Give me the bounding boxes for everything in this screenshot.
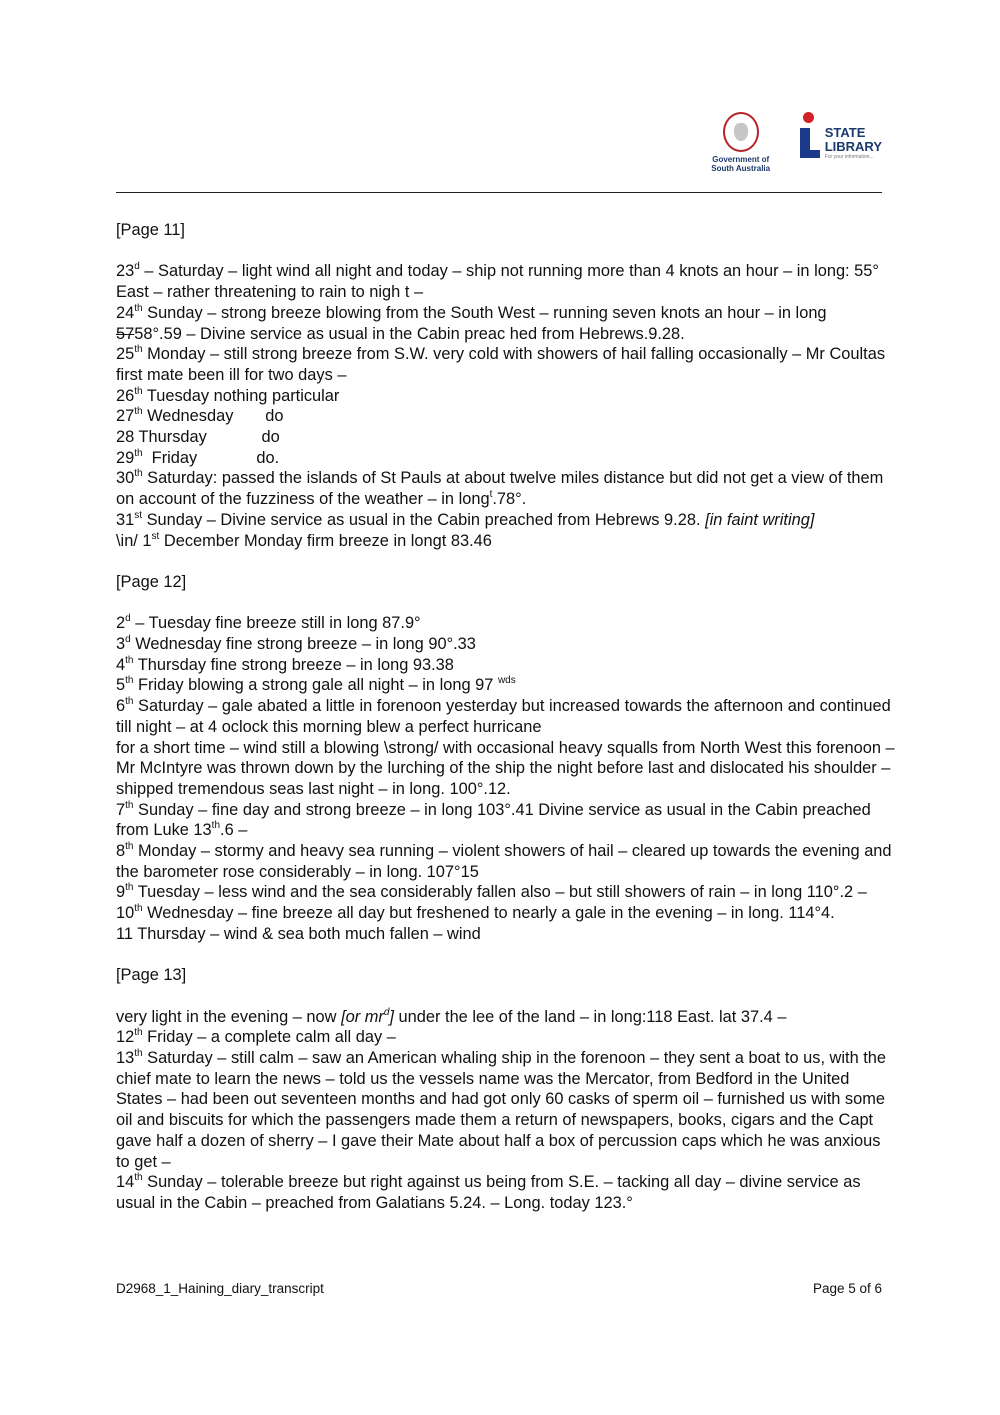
library-logo-line1: STATE [824,125,866,140]
header-divider [116,192,882,193]
diary-entry: 7th Sunday – fine day and strong breeze – in long 103°.41 Divine service as usual in the Cabin preached from Luke 13th.6 – [116,799,871,840]
library-logo-text [825,112,882,160]
library-tagline: For your information... [824,154,874,160]
logo-group [701,112,882,182]
diary-entry: 26th Tuesday nothing particular [116,385,340,405]
diary-entry: 11 Thursday – wind & sea both much fallen – wind [116,924,481,943]
page-marker: [Page 12] [116,572,187,591]
diary-entry: very light in the evening – now [or $mr^d$] under the lee of the land – in long:118 East. lat 37.4 – [116,1006,787,1026]
editorial-note: [or $mr^d$] [341,1006,394,1026]
diary-entry: for a short time – wind still a blowing \strong/ with occasional heavy squalls from North West this forenoon – Mr McIntyre was thrown down by the lurching of the ship the night before last and dislocated his shoulder – shipped tremendous seas last night – in long. 100°.12. [116,738,895,798]
page-header [116,112,882,198]
page-footer [116,1281,882,1296]
transcript-body [116,220,896,1214]
diary-entry: 14th Sunday – tolerable breeze but right against us being from S.E. – tacking all day – divine service as usual in the Cabin – preached from Galatians 5.24. – Long. today 123.° [116,1172,861,1212]
diary-entry: 12th Friday – a complete calm all day – [116,1027,396,1047]
diary-entry: 10th Wednesday – fine breeze all day but freshened to nearly a gale in the evening – in long. 114°4. [116,903,835,923]
library-logo-line2: LIBRARY [824,139,882,154]
state-library-logo [797,112,882,162]
gov-logo-text: Government of South Australia [711,155,771,173]
seal-icon [723,112,759,152]
struck-text: 57 [116,324,135,343]
diary-entry: 4th Thursday fine strong breeze – in long 93.38 [116,654,454,674]
diary-entry: 3$^d$ Wednesday fine strong breeze – in long 90°.33 [116,634,476,654]
diary-entry: 27th Wednesday do [116,406,284,426]
diary-entry: 29th Friday do. [116,447,280,467]
editorial-note: [in faint writing] [705,510,815,529]
page-marker: [Page 11] [116,221,185,239]
diary-entry: 24th Sunday – strong breeze blowing from the South West – running seven knots an hour – in long 5758°.59 – Divine service as usual in the Cabin preac hed from Hebrews.9.28. [116,302,827,343]
diary-entry: 31st Sunday – Divine service as usual in the Cabin preached from Hebrews 9.28. [in faint writing] [116,509,815,529]
page-number: Page 5 of 6 [812,1281,882,1296]
diary-entry: 8th Monday – stormy and heavy sea running – violent showers of hail – cleared up towards the evening and the barometer rose considerably – in long. 107°15 [116,841,892,881]
page-marker: [Page 13] [116,966,187,985]
diary-entry: \in/ 1st December Monday firm breeze in longt 83.46 [116,530,492,550]
diary-entry: 9th Tuesday – less wind and the sea considerably fallen also – but still showers of rain – in long 110°.2 – [116,882,867,902]
diary-entry: 28 Thursday do [116,428,280,447]
diary-entry: 13th Saturday – still calm – saw an American whaling ship in the forenoon – they sent a boat to us, with the chief mate to learn the news – told us the vessels name was the Mercator, from Bedford in the United States – had been out seventeen months and had got only 60 casks of sperm oil – furnished us with some oil and biscuits for which the passengers made them a return of newspapers, books, cigars and the Capt gave half a dozen of sherry – I gave their Mate about half a box of percussion caps which he was anxious to get – [116,1048,887,1171]
document-id: D2968_1_Haining_diary_transcript [116,1281,324,1296]
diary-entry: 25th Monday – still strong breeze from S.W. very cold with showers of hail falling occasionally – Mr Coultas first mate been ill for two days – [116,344,886,384]
government-of-south-australia-logo [701,112,781,173]
diary-entry: 5th Friday blowing a strong gale all night – in long 97 $^{wds}$ [116,675,516,695]
diary-entry: 2$^d$ – Tuesday fine breeze still in long 87.9° [116,613,421,633]
diary-entry: 23$^d$ – Saturday – light wind all night and today – ship not running more than 4 knots an hour – in long: 55° East – rather threatening to rain to nigh t – [116,261,879,302]
library-i-icon [797,112,819,162]
diary-entry: 6th Saturday – gale abated a little in forenoon yesterday but increased towards the afternoon and continued till night – at 4 oclock this morning blew a perfect hurricane [116,696,891,736]
diary-entry: 30th Saturday: passed the islands of St Pauls at about twelve miles distance but did not get a view of them on account of the fuzziness of the weather – in long$^t$.78°. [116,468,884,509]
